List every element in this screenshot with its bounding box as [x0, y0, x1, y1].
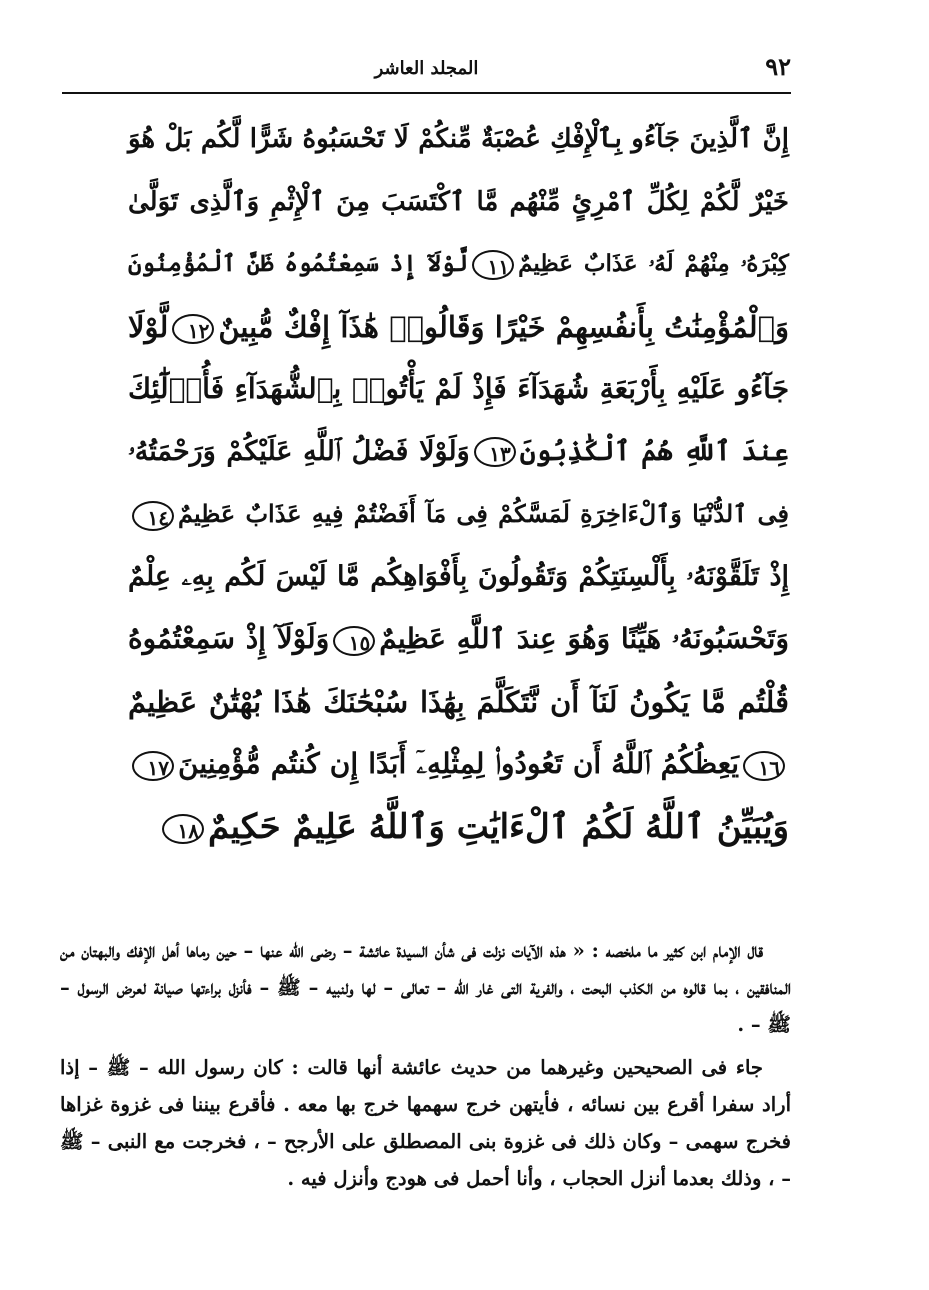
- verse-text: لَّوْلَآ إِذْ سَمِعْتُمُوهُ ظَنَّ ٱلْمُؤْمِنُونَ: [128, 250, 469, 277]
- ayah-number-marker: ١٣: [474, 437, 516, 467]
- verse-line: [128, 421, 789, 484]
- verse-text: إِذْ تَلَقَّوْنَهُۥ بِأَلْسِنَتِكُمْ وَتَقُولُونَ بِأَفْوَاهِكُم مَّا لَيْسَ لَكُم بِهِۦ عِلْمٌ: [128, 560, 789, 592]
- verse-line: [128, 108, 789, 171]
- ayah-number-marker: ١١: [472, 250, 514, 280]
- verse-text: لَّوْلَا: [128, 309, 169, 344]
- verse-text: يَعِظُكُمُ ٱللَّهُ أَن تَعُودُوا۟ لِمِثْلِهِۦٓ أَبَدًا إِن كُنتُم مُّؤْمِنِينَ: [178, 747, 739, 780]
- commentary-text: [60, 932, 791, 1203]
- verse-line: [128, 608, 789, 671]
- commentary-paragraph: قال الإمام ابن كثير ما ملخصه : « هذه الآيات نزلت فى شأن السيدة عائشة – رضى الله عنها – حين رماها أهل الإفك والبهتان من المنافقين ، بما قالوه من الكذب البحت ، والفرية التى غار الله – تعالى – لها ولنبيه – ﷺ – فأنزل براءتها صيانة لعرض الرسول – ﷺ – .: [60, 939, 791, 1036]
- verse-line: [128, 546, 789, 609]
- verse-line: [128, 733, 789, 796]
- verse-line: [128, 358, 789, 421]
- verse-text: وَلَوْلَآ إِذْ سَمِعْتُمُوهُ: [128, 622, 330, 655]
- quran-verses: [128, 108, 789, 858]
- ayah-number-marker: ١٦: [743, 751, 785, 781]
- verse-text: وَلَوْلَا فَضْلُ ٱللَّهِ عَلَيْكُمْ وَرَحْمَتُهُۥ: [128, 435, 470, 467]
- commentary-paragraph: جاء فى الصحيحين وغيرهما من حديث عائشة أنها قالت : كان رسول الله – ﷺ – إذا أراد سفرا أقرع بين نسائه ، فأيتهن خرج سهمها خرج بها معه . فأقرع بيننا فى غزوة غزاها فخرج سهمى – وكان ذلك فى غزوة بنى المصطلق على الأرجح – ، فخرجت مع النبى – ﷺ – ، وذلك بعدما أنزل الحجاب ، وأنا أحمل فى هودج وأنزل فيه .: [60, 1056, 791, 1190]
- ayah-number-marker: ١٤: [132, 501, 174, 531]
- verse-text: جَآءُو عَلَيْهِ بِأَرْبَعَةِ شُهَدَآءَ فَإِذْ لَمْ يَأْتُوا۟ بِٱلشُّهَدَآءِ فَأُو۟لَٰٓئِكَ: [128, 372, 789, 405]
- verse-text: كِبْرَهُۥ مِنْهُمْ لَهُۥ عَذَابٌ عَظِيمٌ: [518, 250, 789, 277]
- verse-text: وَٱلْمُؤْمِنَٰتُ بِأَنفُسِهِمْ خَيْرًا وَقَالُوا۟ هَٰذَآ إِفْكٌ مُّبِينٌ: [218, 309, 789, 344]
- verse-text: إِنَّ ٱلَّذِينَ جَآءُو بِٱلْإِفْكِ عُصْبَةٌ مِّنكُمْ لَا تَحْسَبُوهُ شَرًّا لَّكُم بَلْ هُوَ: [128, 124, 789, 154]
- ayah-number-marker: ١٨: [162, 814, 204, 844]
- verse-line: [128, 296, 789, 359]
- verse-text: خَيْرٌ لَّكُمْ لِكُلِّ ٱمْرِئٍ مِّنْهُم مَّا ٱكْتَسَبَ مِنَ ٱلْإِثْمِ وَٱلَّذِى تَوَلَّىٰ: [128, 186, 789, 217]
- ayah-number-marker: ١٧: [132, 751, 174, 781]
- verse-text: وَيُبَيِّنُ ٱللَّهُ لَكُمُ ٱلْءَايَٰتِ وَٱللَّهُ عَلِيمٌ حَكِيمٌ: [207, 806, 789, 847]
- verse-line: [128, 483, 789, 546]
- verse-line: [128, 796, 789, 859]
- ayah-number-marker: ١٥: [333, 626, 375, 656]
- verse-text: وَتَحْسَبُونَهُۥ هَيِّنًا وَهُوَ عِندَ ٱللَّهِ عَظِيمٌ: [379, 622, 789, 655]
- running-title: المجلد العاشر: [374, 58, 479, 79]
- page-number: ٩٢: [765, 52, 791, 81]
- page-header: [62, 52, 791, 94]
- verse-line: [128, 233, 789, 296]
- verse-line: [128, 671, 789, 734]
- verse-text: عِندَ ٱللَّهِ هُمُ ٱلْكَٰذِبُونَ: [519, 435, 789, 467]
- verse-text: فِى ٱلدُّنْيَا وَٱلْءَاخِرَةِ لَمَسَّكُمْ فِى مَآ أَفَضْتُمْ فِيهِ عَذَابٌ عَظِيمٌ: [178, 499, 789, 528]
- verse-line: [128, 171, 789, 234]
- verse-text: قُلْتُم مَّا يَكُونُ لَنَآ أَن نَّتَكَلَّمَ بِهَٰذَا سُبْحَٰنَكَ هَٰذَا بُهْتَٰنٌ عَظِيمٌ: [128, 684, 789, 719]
- ayah-number-marker: ١٢: [172, 314, 214, 344]
